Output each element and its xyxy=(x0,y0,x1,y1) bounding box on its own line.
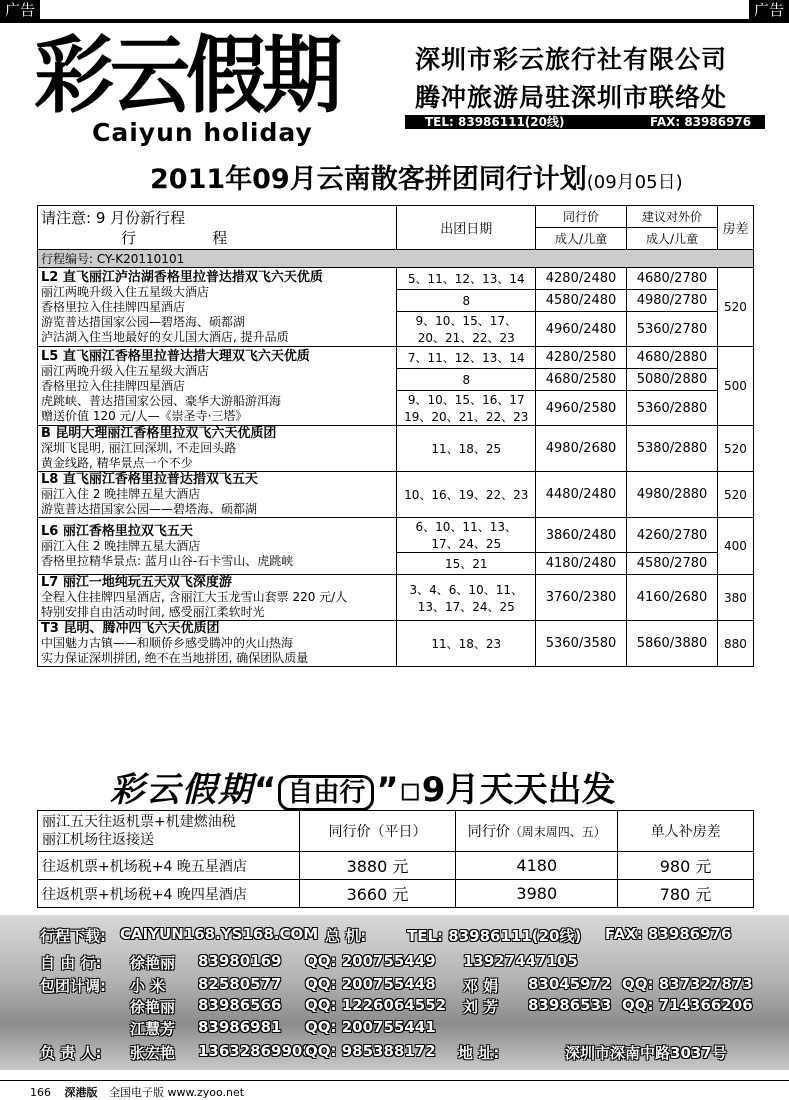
route-cell xyxy=(38,575,397,621)
charter-tel: 82580577 xyxy=(198,975,282,993)
peer-price: 4580/2480 xyxy=(536,290,627,312)
free-tail: 9月天天出发 xyxy=(421,770,616,810)
boss-qq: QQ: 985388172 xyxy=(305,1042,436,1060)
contact-panel xyxy=(0,915,789,1070)
charter-tel: 83986533 xyxy=(528,996,612,1014)
download-label: 行程下载: xyxy=(40,927,106,945)
free-brand: 彩云假期 xyxy=(110,770,254,810)
company-office: 腾冲旅游局驻深圳市联络处 xyxy=(415,83,728,112)
address: 深圳市深南中路3037号 xyxy=(565,1044,727,1062)
room-surcharge: 520 xyxy=(717,426,753,472)
peer-price: 3860/2480 xyxy=(536,518,627,553)
route-desc: 丽江两晚升级入住五星级大酒店 xyxy=(41,363,210,378)
weekend-header-a: 同行价 xyxy=(467,824,510,840)
weekend-header-b: （周末周四、五） xyxy=(509,825,606,839)
departure-dates: 9、10、15、16、17 19、20、21、22、23 xyxy=(397,391,536,426)
download-url[interactable]: CAIYUN168.YS168.COM xyxy=(120,925,319,943)
route-desc: 中国魅力古镇——和顺侨乡感受腾冲的火山热海 xyxy=(41,636,294,650)
suggest-price: 4680/2780 xyxy=(627,268,718,290)
departure-dates: 10、16、19、22、23 xyxy=(397,472,536,518)
bullet-icon: ▫ xyxy=(398,770,422,810)
open-quote: “ xyxy=(254,770,277,810)
room-surcharge: 520 xyxy=(717,268,753,347)
suggest-price: 4680/2880 xyxy=(627,347,718,369)
package-desc-2: 丽江机场往返接送 xyxy=(42,832,154,848)
charter-name: 徐艳丽 xyxy=(130,998,176,1016)
itinerary-row xyxy=(38,621,754,667)
tel-number: TEL: 83986111(20线) xyxy=(425,115,565,129)
package-weekday-price: 3660 元 xyxy=(299,880,456,908)
headline-title: 2011年09月云南散客拼团同行计划 xyxy=(150,164,587,195)
charter-qq: QQ: 837327873 xyxy=(622,975,753,993)
route-desc: 全程入住挂牌四星酒店, 含丽江大玉龙雪山套票 220 元/人 xyxy=(41,590,348,604)
package-desc-1: 丽江五天往返机票+机建燃油税 xyxy=(42,814,236,830)
weekend-header xyxy=(456,811,618,852)
peer-price-header: 同行价 xyxy=(536,206,627,228)
route-cell xyxy=(38,426,397,472)
fax-number: FAX: 83986976 xyxy=(650,115,752,129)
itinerary-row xyxy=(38,426,754,472)
route-title: L6 丽江香格里拉双飞五天 xyxy=(41,523,193,539)
footer xyxy=(30,1084,244,1100)
suggest-price: 4260/2780 xyxy=(627,518,718,553)
page-number: 166 xyxy=(30,1086,51,1099)
free-name: 徐艳丽 xyxy=(130,954,176,972)
room-header: 房差 xyxy=(717,206,753,250)
notice-cell xyxy=(38,206,397,250)
charter-name: 江慧芳 xyxy=(130,1020,176,1038)
charter-tel: 83045972 xyxy=(528,975,612,993)
suggest-price: 5080/2880 xyxy=(627,369,718,391)
suggest-price: 4980/2780 xyxy=(627,290,718,312)
free-mobile: 13927447105 xyxy=(463,952,578,970)
free-qq: QQ: 200755449 xyxy=(305,952,436,970)
route-title: B 昆明大理丽江香格里拉双飞六天优质团 xyxy=(41,426,277,441)
date-header: 出团日期 xyxy=(397,206,536,250)
route-desc: 泸沽湖入住当地最好的女儿国大酒店, 提升品质 xyxy=(41,329,289,344)
contact-fax: FAX: 83986976 xyxy=(605,925,732,943)
package-weekend-price: 4180 xyxy=(456,852,618,880)
peer-price: 4180/2480 xyxy=(536,553,627,575)
departure-dates: 8 xyxy=(397,290,536,312)
route-title: L8 直飞丽江香格里拉普达措双飞五天 xyxy=(41,472,258,487)
route-title: L2 直飞丽江泸沽湖香格里拉普达措双飞六天优质 xyxy=(41,269,323,285)
route-cell xyxy=(38,268,397,347)
peer-price: 3760/2380 xyxy=(536,575,627,621)
total-label: 总 机: xyxy=(325,927,367,945)
suggest-price-header: 建议对外价 xyxy=(627,206,718,228)
suggest-price: 4160/2680 xyxy=(627,575,718,621)
suggest-price: 5860/3880 xyxy=(627,621,718,667)
single-header: 单人补房差 xyxy=(618,811,754,852)
route-desc: 实力保证深圳拼团, 绝不在当地拼团, 确保团队质量 xyxy=(41,651,309,665)
charter-qq: QQ: 200755441 xyxy=(305,1018,436,1036)
suggest-price: 4580/2780 xyxy=(627,553,718,575)
departure-dates: 9、10、15、17、 20、21、22、23 xyxy=(397,312,536,347)
room-surcharge: 380 xyxy=(717,575,753,621)
adult-child-header: 成人/儿童 xyxy=(627,228,718,250)
top-rule xyxy=(0,19,789,23)
route-desc: 游览普达措国家公园—碧塔海、硕都湖 xyxy=(41,314,246,329)
peer-price: 4280/2480 xyxy=(536,268,627,290)
notice: 请注意: 9 月份新行程 xyxy=(41,208,186,227)
brand-logo-cn: 彩云假期 xyxy=(34,25,338,125)
charter-tel: 83986981 xyxy=(198,1018,282,1036)
charter-qq: QQ: 714366206 xyxy=(622,996,753,1014)
departure-dates: 15、21 xyxy=(397,553,536,575)
package-weekday-price: 3880 元 xyxy=(299,852,456,880)
route-cell xyxy=(38,518,397,575)
charter-tel: 83986566 xyxy=(198,996,282,1014)
peer-price: 4980/2680 xyxy=(536,426,627,472)
edition: 深港版 xyxy=(64,1086,98,1099)
route-code: 行程编号: CY-K20110101 xyxy=(38,250,754,268)
peer-price: 4480/2480 xyxy=(536,472,627,518)
suggest-price: 5360/2880 xyxy=(627,391,718,426)
charter-name: 刘 芳 xyxy=(463,998,499,1016)
suggest-price: 5380/2880 xyxy=(627,426,718,472)
route-cell xyxy=(38,347,397,426)
itinerary-row xyxy=(38,472,754,518)
route-cell xyxy=(38,472,397,518)
room-surcharge: 880 xyxy=(717,621,753,667)
route-desc: 香格里拉精华景点: 蓝月山谷-石卡雪山、虎跳峡 xyxy=(41,553,294,568)
route-desc: 深圳飞昆明, 丽江回深圳, 不走回头路 xyxy=(41,441,237,455)
route-desc: 赠送价值 120 元/人—《崇圣寺·三塔》 xyxy=(41,408,248,423)
package-single-price: 980 元 xyxy=(618,852,754,880)
package-item: 往返机票+机场税+4 晚四星酒店 xyxy=(38,880,300,908)
free-travel-banner xyxy=(110,762,615,811)
free-travel-table xyxy=(37,810,754,908)
route-title: L5 直飞丽江香格里拉普达措大理双飞六天优质 xyxy=(41,348,310,364)
route-desc: 虎跳峡、普达措国家公园、豪华大游船游洱海 xyxy=(41,393,282,408)
boss-tel: 13632869908 xyxy=(198,1042,313,1060)
package-weekend-price: 3980 xyxy=(456,880,618,908)
package-single-price: 780 元 xyxy=(618,880,754,908)
company-name: 深圳市彩云旅行社有限公司 xyxy=(415,45,728,74)
charter-qq: QQ: 1226064552 xyxy=(305,996,447,1014)
free-travel-box: 自由行 xyxy=(278,775,374,811)
route-desc: 丽江入住 2 晚挂牌五星大酒店 xyxy=(41,538,201,553)
route-desc: 丽江两晚升级入住五星级大酒店 xyxy=(41,284,210,299)
route-desc: 黄金线路, 精华景点一个不少 xyxy=(41,456,193,470)
total-tel: TEL: 83986111(20线) xyxy=(407,927,582,945)
route-title: T3 昆明、腾冲四飞六天优质团 xyxy=(41,621,220,636)
departure-dates: 3、4、6、10、11、 13、17、24、25 xyxy=(397,575,536,621)
boss-name: 张宏艳 xyxy=(130,1044,176,1062)
package-desc xyxy=(38,811,300,852)
route-desc: 游览普达措国家公园——碧塔海、硕都湖 xyxy=(41,502,258,516)
route-desc: 香格里拉入住挂牌四星酒店 xyxy=(41,378,186,393)
peer-price: 5360/3580 xyxy=(536,621,627,667)
route-desc: 特别安排自由活动时间, 感受丽江柔软时光 xyxy=(41,605,265,619)
route-desc: 丽江入住 2 晚挂牌五星大酒店 xyxy=(41,487,201,501)
itinerary-row xyxy=(38,575,754,621)
page-title xyxy=(150,157,683,196)
boss-label: 负 责 人: xyxy=(40,1044,102,1062)
route-desc: 香格里拉入住挂牌四星酒店 xyxy=(41,299,186,314)
peer-price: 4280/2580 xyxy=(536,347,627,369)
free-label: 自 由 行: xyxy=(40,954,102,972)
departure-dates: 6、10、11、13、 17、24、25 xyxy=(397,518,536,553)
route-title: L7 丽江一地纯玩五天双飞深度游 xyxy=(41,575,232,590)
charter-name: 邓 娟 xyxy=(463,977,499,995)
site-url[interactable]: 全国电子版 www.zyoo.net xyxy=(109,1086,245,1099)
itinerary-table xyxy=(37,205,754,667)
route-header: 行 程 xyxy=(121,228,228,247)
ad-label-left: 广告 xyxy=(0,0,40,20)
departure-dates: 8 xyxy=(397,369,536,391)
departure-dates: 11、18、25 xyxy=(397,426,536,472)
headline-date: (09月05日) xyxy=(586,172,683,193)
itinerary-row xyxy=(38,268,754,290)
departure-dates: 5、11、12、13、14 xyxy=(397,268,536,290)
charter-label: 包团计调: xyxy=(40,977,106,995)
tel-bar xyxy=(405,115,765,129)
suggest-price: 4980/2880 xyxy=(627,472,718,518)
departure-dates: 11、18、23 xyxy=(397,621,536,667)
package-item: 往返机票+机场税+4 晚五星酒店 xyxy=(38,852,300,880)
departure-dates: 7、11、12、13、14 xyxy=(397,347,536,369)
weekday-header: 同行价（平日） xyxy=(299,811,456,852)
charter-name: 小 米 xyxy=(130,977,166,995)
charter-qq: QQ: 200755448 xyxy=(305,975,436,993)
peer-price: 4960/2480 xyxy=(536,312,627,347)
peer-price: 4960/2580 xyxy=(536,391,627,426)
brand-logo-en: Caiyun holiday xyxy=(92,118,313,147)
room-surcharge: 400 xyxy=(717,518,753,575)
suggest-price: 5360/2780 xyxy=(627,312,718,347)
peer-price: 4680/2580 xyxy=(536,369,627,391)
address-label: 地 址: xyxy=(458,1044,500,1062)
itinerary-row xyxy=(38,347,754,369)
ad-label-right: 广告 xyxy=(749,0,789,20)
footer-rule xyxy=(0,1080,789,1081)
room-surcharge: 500 xyxy=(717,347,753,426)
adult-child-header: 成人/儿童 xyxy=(536,228,627,250)
room-surcharge: 520 xyxy=(717,472,753,518)
itinerary-row xyxy=(38,518,754,553)
free-tel: 83980169 xyxy=(198,952,282,970)
route-cell xyxy=(38,621,397,667)
close-quote: ” xyxy=(376,770,399,810)
